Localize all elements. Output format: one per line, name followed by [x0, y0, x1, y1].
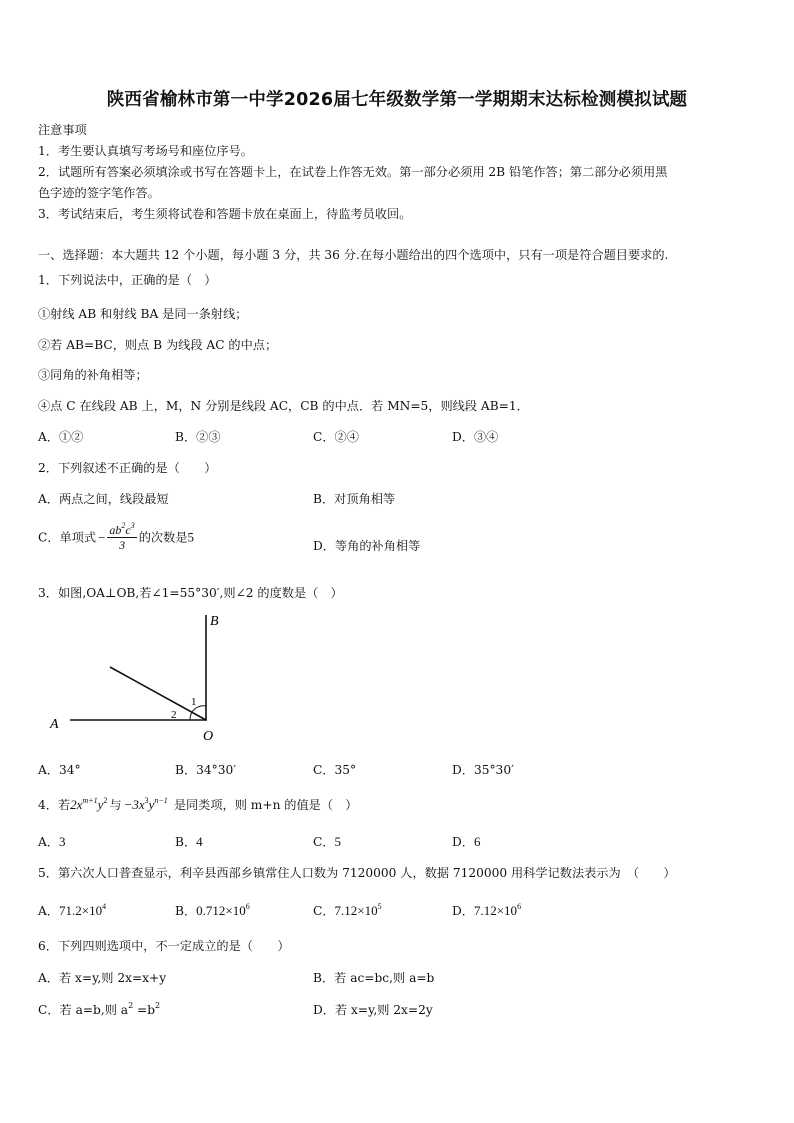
q3-option-b: B．34°30′ — [175, 763, 237, 777]
notice-item-3: 3．考试结束后，考生须将试卷和答题卡放在桌面上，待监考员收回。 — [38, 207, 412, 221]
q5-option-d-exp: 6 — [517, 901, 522, 911]
q4-option-d-value: 6 — [473, 834, 481, 849]
q6-option-c-exp1: 2 — [128, 1000, 134, 1010]
q4-option-b-label: B． — [175, 835, 197, 849]
q5-option-a-base: 71.2×10 — [59, 903, 103, 918]
q4-option-a-label: A． — [38, 835, 59, 849]
q4-option-c-value: 5 — [334, 834, 342, 849]
label-b: B — [210, 614, 219, 629]
q2-frac-den: 3 — [119, 538, 126, 552]
q6-option-c-exp2: 2 — [155, 1000, 161, 1010]
page-title: 陕西省榆林市第一中学2026届七年级数学第一学期期末达标检测模拟试题 — [106, 90, 688, 110]
q2-option-a: A．两点之间，线段最短 — [38, 492, 169, 506]
q2-option-c — [38, 523, 194, 552]
angle-arc-2 — [190, 712, 192, 720]
q5-option-d-base: 7.12×10 — [473, 903, 518, 918]
q4-suffix: 是同类项，则 m+n 的值是（ ） — [173, 798, 358, 812]
q5-stem: 5．第六次人口普查显示，利辛县西部乡镇常住人口数为 7120000 人，数据 7120000 用科学记数法表示为 （ ） — [38, 866, 676, 880]
q4-option-d-label: D． — [452, 835, 474, 849]
label-angle-2: 2 — [171, 709, 177, 721]
q6-option-b: B．若 ac=bc,则 a=b — [313, 971, 435, 985]
q5-option-d — [452, 902, 521, 919]
q4-option-b-value: 4 — [196, 834, 203, 849]
q6-option-a: A．若 x=y,则 2x=x+y — [38, 971, 167, 985]
q3-option-c: C．35° — [313, 763, 357, 777]
q5-option-c — [313, 902, 382, 919]
q4-prefix: 4．若 — [38, 798, 71, 812]
notice-item-2-cont: 色字迹的签字笔作答。 — [38, 186, 160, 200]
q4-stem — [38, 796, 357, 813]
q6-stem: 6．下列四则选项中，不一定成立的是（ ） — [38, 939, 290, 953]
label-o: O — [203, 729, 214, 744]
q4-option-a — [38, 833, 66, 850]
q3-option-d: D．35°30′ — [452, 763, 514, 777]
q2-option-b: B．对顶角相等 — [313, 492, 396, 506]
q2-option-d: D．等角的补角相等 — [313, 539, 421, 553]
q4-term1-yexp: 2 — [103, 795, 108, 805]
q1-stem: 1．下列说法中，正确的是（ ） — [38, 273, 217, 287]
q5-option-b-exp: 6 — [245, 901, 250, 911]
q1-option-b: B．②③ — [175, 430, 221, 444]
q5-option-c-base: 7.12×10 — [334, 903, 378, 918]
q4-term1-exp: m+1 — [82, 795, 98, 805]
q5-option-a-exp: 4 — [102, 901, 107, 911]
q4-term2-y: y — [148, 797, 155, 812]
q5-option-c-exp: 5 — [377, 901, 382, 911]
q2-frac-num-ab: ab — [109, 523, 122, 537]
q1-option-c: C．②④ — [313, 430, 359, 444]
section-header: 一、选择题：本大题共 12 个小题，每小题 3 分，共 36 分.在每小题给出的四个选项中，只有一项是符合题目要求的. — [38, 248, 669, 262]
notice-heading: 注意事项 — [38, 123, 87, 137]
q2-frac-num-c: c — [125, 523, 131, 537]
q3-stem: 3．如图,OA⊥OB,若∠1=55°30′,则∠2 的度数是（ ） — [38, 586, 343, 600]
q5-option-c-label: C． — [313, 904, 335, 918]
q1-statement-4: ④点 C 在线段 AB 上，M，N 分别是线段 AC，CB 的中点．若 MN=5，则线段 AB=1． — [38, 399, 529, 413]
q2-stem: 2．下列叙述不正确的是（ ） — [38, 461, 217, 475]
label-angle-1: 1 — [191, 696, 197, 708]
notice-item-2: 2．试题所有答案必须填涂或书写在答题卡上，在试卷上作答无效。第一部分必须用 2B 铅笔作答；第二部分必须用黑 — [38, 165, 668, 179]
q1-option-d: D．③④ — [452, 430, 499, 444]
q2-option-c-value: 5 — [187, 529, 194, 545]
q2-frac-exp-1: 2 — [121, 521, 126, 530]
q2-frac-exp-2: 3 — [130, 521, 135, 530]
q4-term2-yexp: n−1 — [154, 795, 168, 805]
q1-option-a: A．①② — [38, 430, 84, 444]
q4-term2: −3x — [123, 797, 145, 812]
q2-option-c-prefix: C．单项式 — [38, 530, 97, 545]
q6-option-c-mid: =b — [133, 1003, 156, 1017]
q5-option-b-label: B． — [175, 904, 197, 918]
q5-option-b-base: 0.712×10 — [196, 903, 246, 918]
q5-option-d-label: D． — [452, 904, 474, 918]
q4-option-a-value: 3 — [59, 834, 66, 849]
q4-option-b — [175, 833, 203, 850]
q4-term2-exp: 3 — [144, 795, 149, 805]
q1-statement-3: ③同角的补角相等； — [38, 368, 148, 382]
q2-option-c-minus: − — [98, 529, 106, 545]
label-a: A — [50, 717, 59, 732]
q6-option-d: D．若 x=y,则 2x=2y — [313, 1003, 433, 1017]
q6-option-c — [38, 1001, 160, 1018]
q1-statement-2: ②若 AB=BC，则点 B 为线段 AC 的中点； — [38, 338, 278, 352]
q4-option-c-label: C． — [313, 835, 335, 849]
q4-mid: 与 — [109, 798, 122, 812]
q4-option-c — [313, 833, 341, 850]
notice-item-1: 1．考生要认真填写考场号和座位序号。 — [38, 144, 253, 158]
q4-term1-y: y — [97, 797, 104, 812]
q5-option-a — [38, 902, 106, 919]
q4-term1: 2x — [70, 797, 83, 812]
q5-option-b — [175, 902, 250, 919]
q1-statement-1: ①射线 AB 和射线 BA 是同一条射线； — [38, 307, 248, 321]
q4-option-d — [452, 833, 480, 850]
q5-option-a-label: A． — [38, 904, 59, 918]
q2-option-c-suffix: 的次数是 — [138, 530, 188, 545]
q3-option-a: A．34° — [38, 763, 81, 777]
q2-option-c-fraction — [107, 523, 136, 552]
q3-angle-figure — [40, 605, 240, 745]
q6-option-c-text: C．若 a=b,则 a — [38, 1003, 129, 1017]
